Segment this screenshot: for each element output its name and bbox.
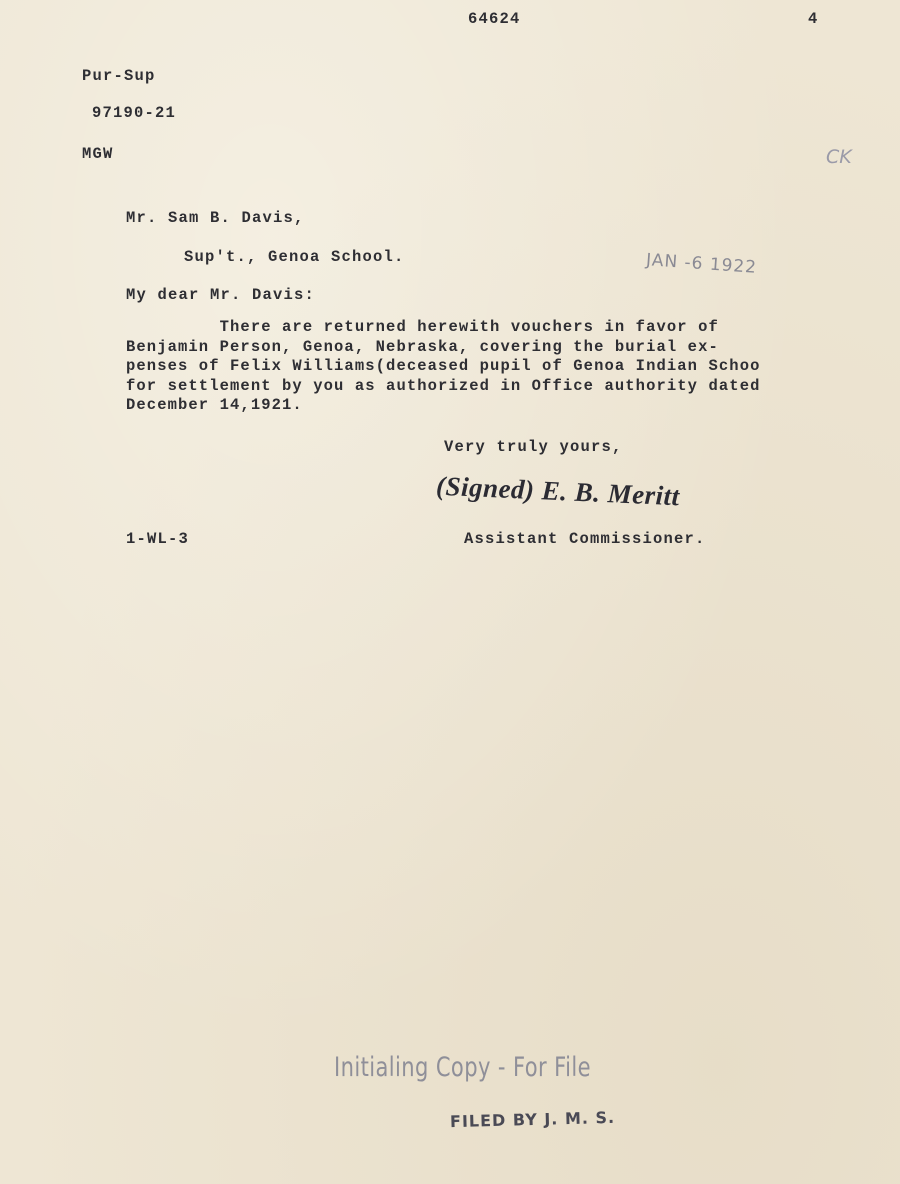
closing: Very truly yours,: [444, 438, 623, 456]
file-copy-stamp: Initialing Copy - For File: [334, 1052, 591, 1083]
body-line: There are returned herewith vouchers in favor of: [126, 318, 719, 336]
body-line: December 14,1921.: [126, 396, 303, 414]
date-stamp: JAN -6 1922: [645, 250, 758, 278]
page-number: 4: [808, 10, 819, 28]
body-line: penses of Felix Williams(deceased pupil of Genoa Indian Schoo: [126, 357, 761, 375]
file-ref: Pur-Sup: [82, 67, 156, 85]
initials: MGW: [82, 145, 114, 163]
signature: (Signed) E. B. Meritt: [435, 470, 681, 512]
addressee-name: Mr. Sam B. Davis,: [126, 209, 305, 227]
case-number: 97190-21: [92, 104, 177, 122]
addressee-title: Sup't., Genoa School.: [184, 248, 405, 266]
typist-ref: 1-WL-3: [126, 530, 190, 548]
body-line: Benjamin Person, Genoa, Nebraska, covering the burial ex-: [126, 337, 719, 356]
pencil-mark: CK: [826, 146, 852, 168]
body-line: for settlement by you as authorized in Office authority dated: [126, 376, 761, 395]
letter-body: [126, 318, 826, 416]
signer-title: Assistant Commissioner.: [464, 530, 706, 548]
doc-number: 64624: [468, 10, 521, 28]
salutation: My dear Mr. Davis:: [126, 286, 316, 304]
filed-by-stamp: FILED BY J. M. S.: [449, 1107, 616, 1132]
